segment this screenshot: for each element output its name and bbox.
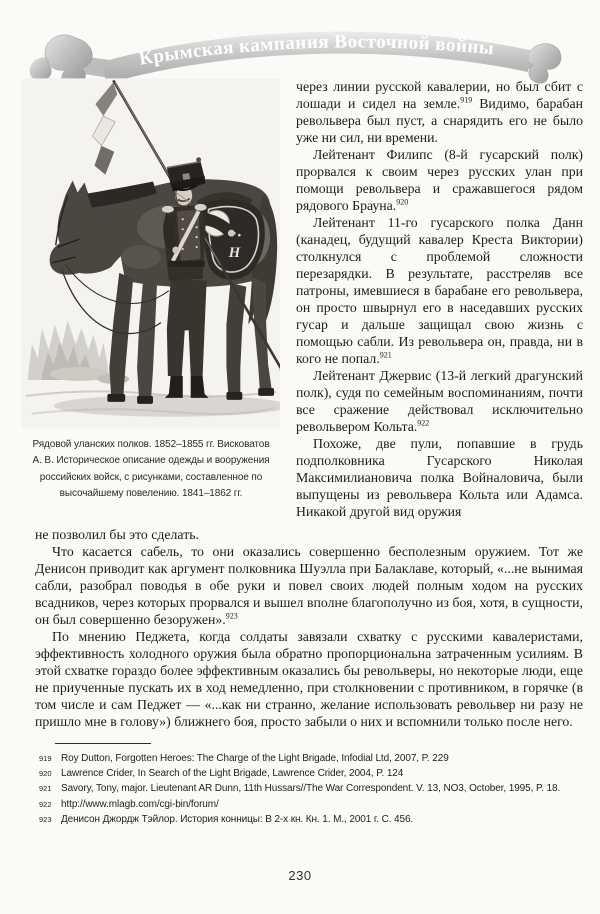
paragraph <box>296 367 583 435</box>
footnote-number: 923 <box>39 814 52 824</box>
footnote-text: http://www.mlagb.com/cgi-bin/forum/ <box>61 798 219 810</box>
footnote <box>35 799 583 811</box>
paragraph: По мнению Педжета, когда солдаты завязали схватку с русскими кавалеристами, эффективность холодного оружия была обратно пропорциональна затраченным усилиям. В этой схватке гораздо более эффективным оказались бы револьверы, но некоторые люди, еще не приученные пускать их в ход немедленно, при столкновении с противником, в горячке (в том числе и сам Педжет — «...как ни странно, желание использовать револьвер ни разу не пришло мне в голову») ближнего боя, просто забыли о них и вспомнили только после него. <box>35 629 583 729</box>
paragraph-text: Похоже, две пули, попавшие в грудь подполковника Гусарского Николая Максимилиановича полка Войналовича, были выпущены из револьвера Кольта или Адамса. Никакой другой вид оружия <box>296 436 583 519</box>
shabraque-monogram: Н <box>228 244 241 261</box>
page-number: 230 <box>288 868 312 883</box>
footnote-text: Lawrence Crider, In Search of the Light Brigade, Lawrence Crider, 2004, P. 124 <box>61 768 404 780</box>
footnote-number: 919 <box>39 754 52 763</box>
chapter-banner <box>18 12 582 86</box>
footnote <box>35 814 583 826</box>
footnote-number: 920 <box>39 769 52 779</box>
full-width-text <box>35 526 583 730</box>
epaulette-graphic <box>162 206 174 213</box>
paragraph-text: Лейтенант Филипс (8-й гусарский полк) прорвался к своим через русских улан при помощи револьвера и сражавшегося рядом рядового Брауна. <box>296 147 583 213</box>
footnote-ref: 920 <box>396 197 409 207</box>
footnote <box>35 768 583 780</box>
footnote-number: 922 <box>39 799 52 809</box>
figure-caption: Рядовой уланских полков. 1852–1855 гг. Висковатов А. В. Историческое описание одежды и вооружения российских войск, с рисунками, составленное по высочайшему повелению. 1841–1862 гг. <box>32 439 270 500</box>
footnote <box>35 783 583 795</box>
footnote-ref: 922 <box>417 418 430 428</box>
paragraph-text: Видимо, барабан револьвера был пуст, а снарядить его не было уже ни сил, ни времени. <box>296 96 583 145</box>
paragraph <box>296 214 583 367</box>
footnote-ref: 921 <box>379 350 392 360</box>
footnote-text: Savory, Tony, major. Lieutenant AR Dunn, 11th Hussars//The War Correspondent. V. 13, NO3, October, 1995, P. 18. <box>61 783 561 795</box>
footnote <box>35 753 583 765</box>
paragraph-text: Что касается сабель, то они оказались совершенно бесполезным оружием. Тот же Денисон приводит как аргумент полковника Шуэлла при Балаклаве, который, «...не вынимая сабли, разобрал поводья в обе руки и повел своих людей полным ходом на русских всадников, через которых прорвался и вышел вполне благополучно из боя, хотя, в сущности, он был совершенно безоружен». <box>35 544 583 627</box>
footnote-separator <box>55 743 151 744</box>
uhlan-engraving <box>22 78 280 428</box>
paragraph <box>296 78 583 146</box>
footnote-ref: 923 <box>225 611 238 621</box>
paragraph: не позволил бы это сделать. <box>35 527 199 542</box>
footnote-text: Денисон Джордж Тэйлор. История конницы: В 2-х кн. Кн. 1. М., 2001 г. С. 456. <box>61 813 414 825</box>
illustration-figure <box>22 78 280 503</box>
footnote-number: 921 <box>39 784 52 794</box>
footnote-ref: 919 <box>460 95 473 105</box>
footnotes-section <box>35 743 583 826</box>
banner-title: Крымская кампания Восточной войны <box>137 31 496 70</box>
paragraph <box>296 435 583 520</box>
paragraph-text: через линии русской кавалерии, но был сбит с лошади и сидел на земле. <box>296 79 583 111</box>
paragraph-text: Лейтенант 11-го гусарского полка Данн (канадец, будущий кавалер Креста Виктории) столкнулся с проблемой сложности перезарядки. В результате, расстреляв все патроны, имевшиеся в барабане его револьвера, он просто швырнул его в наседавших русских гусар и дальше защищал свою жизнь с помощью сабли. Из револьвера он, правда, ни в кого не попал. <box>296 215 583 366</box>
page-content <box>32 78 583 829</box>
footnote-text: Roy Dutton, Forgotten Heroes: The Charge of the Light Brigade, Infodial Ltd, 2007, P. 229 <box>61 753 449 764</box>
paragraph <box>35 543 583 628</box>
paragraph <box>296 146 583 214</box>
paragraph-text: Лейтенант Джервис (13-й легкий драгунский полк), судя по семейным воспоминаниям, почти все сражение действовал исключительно револьвером Кольта. <box>296 368 583 434</box>
right-text-column <box>296 78 583 520</box>
